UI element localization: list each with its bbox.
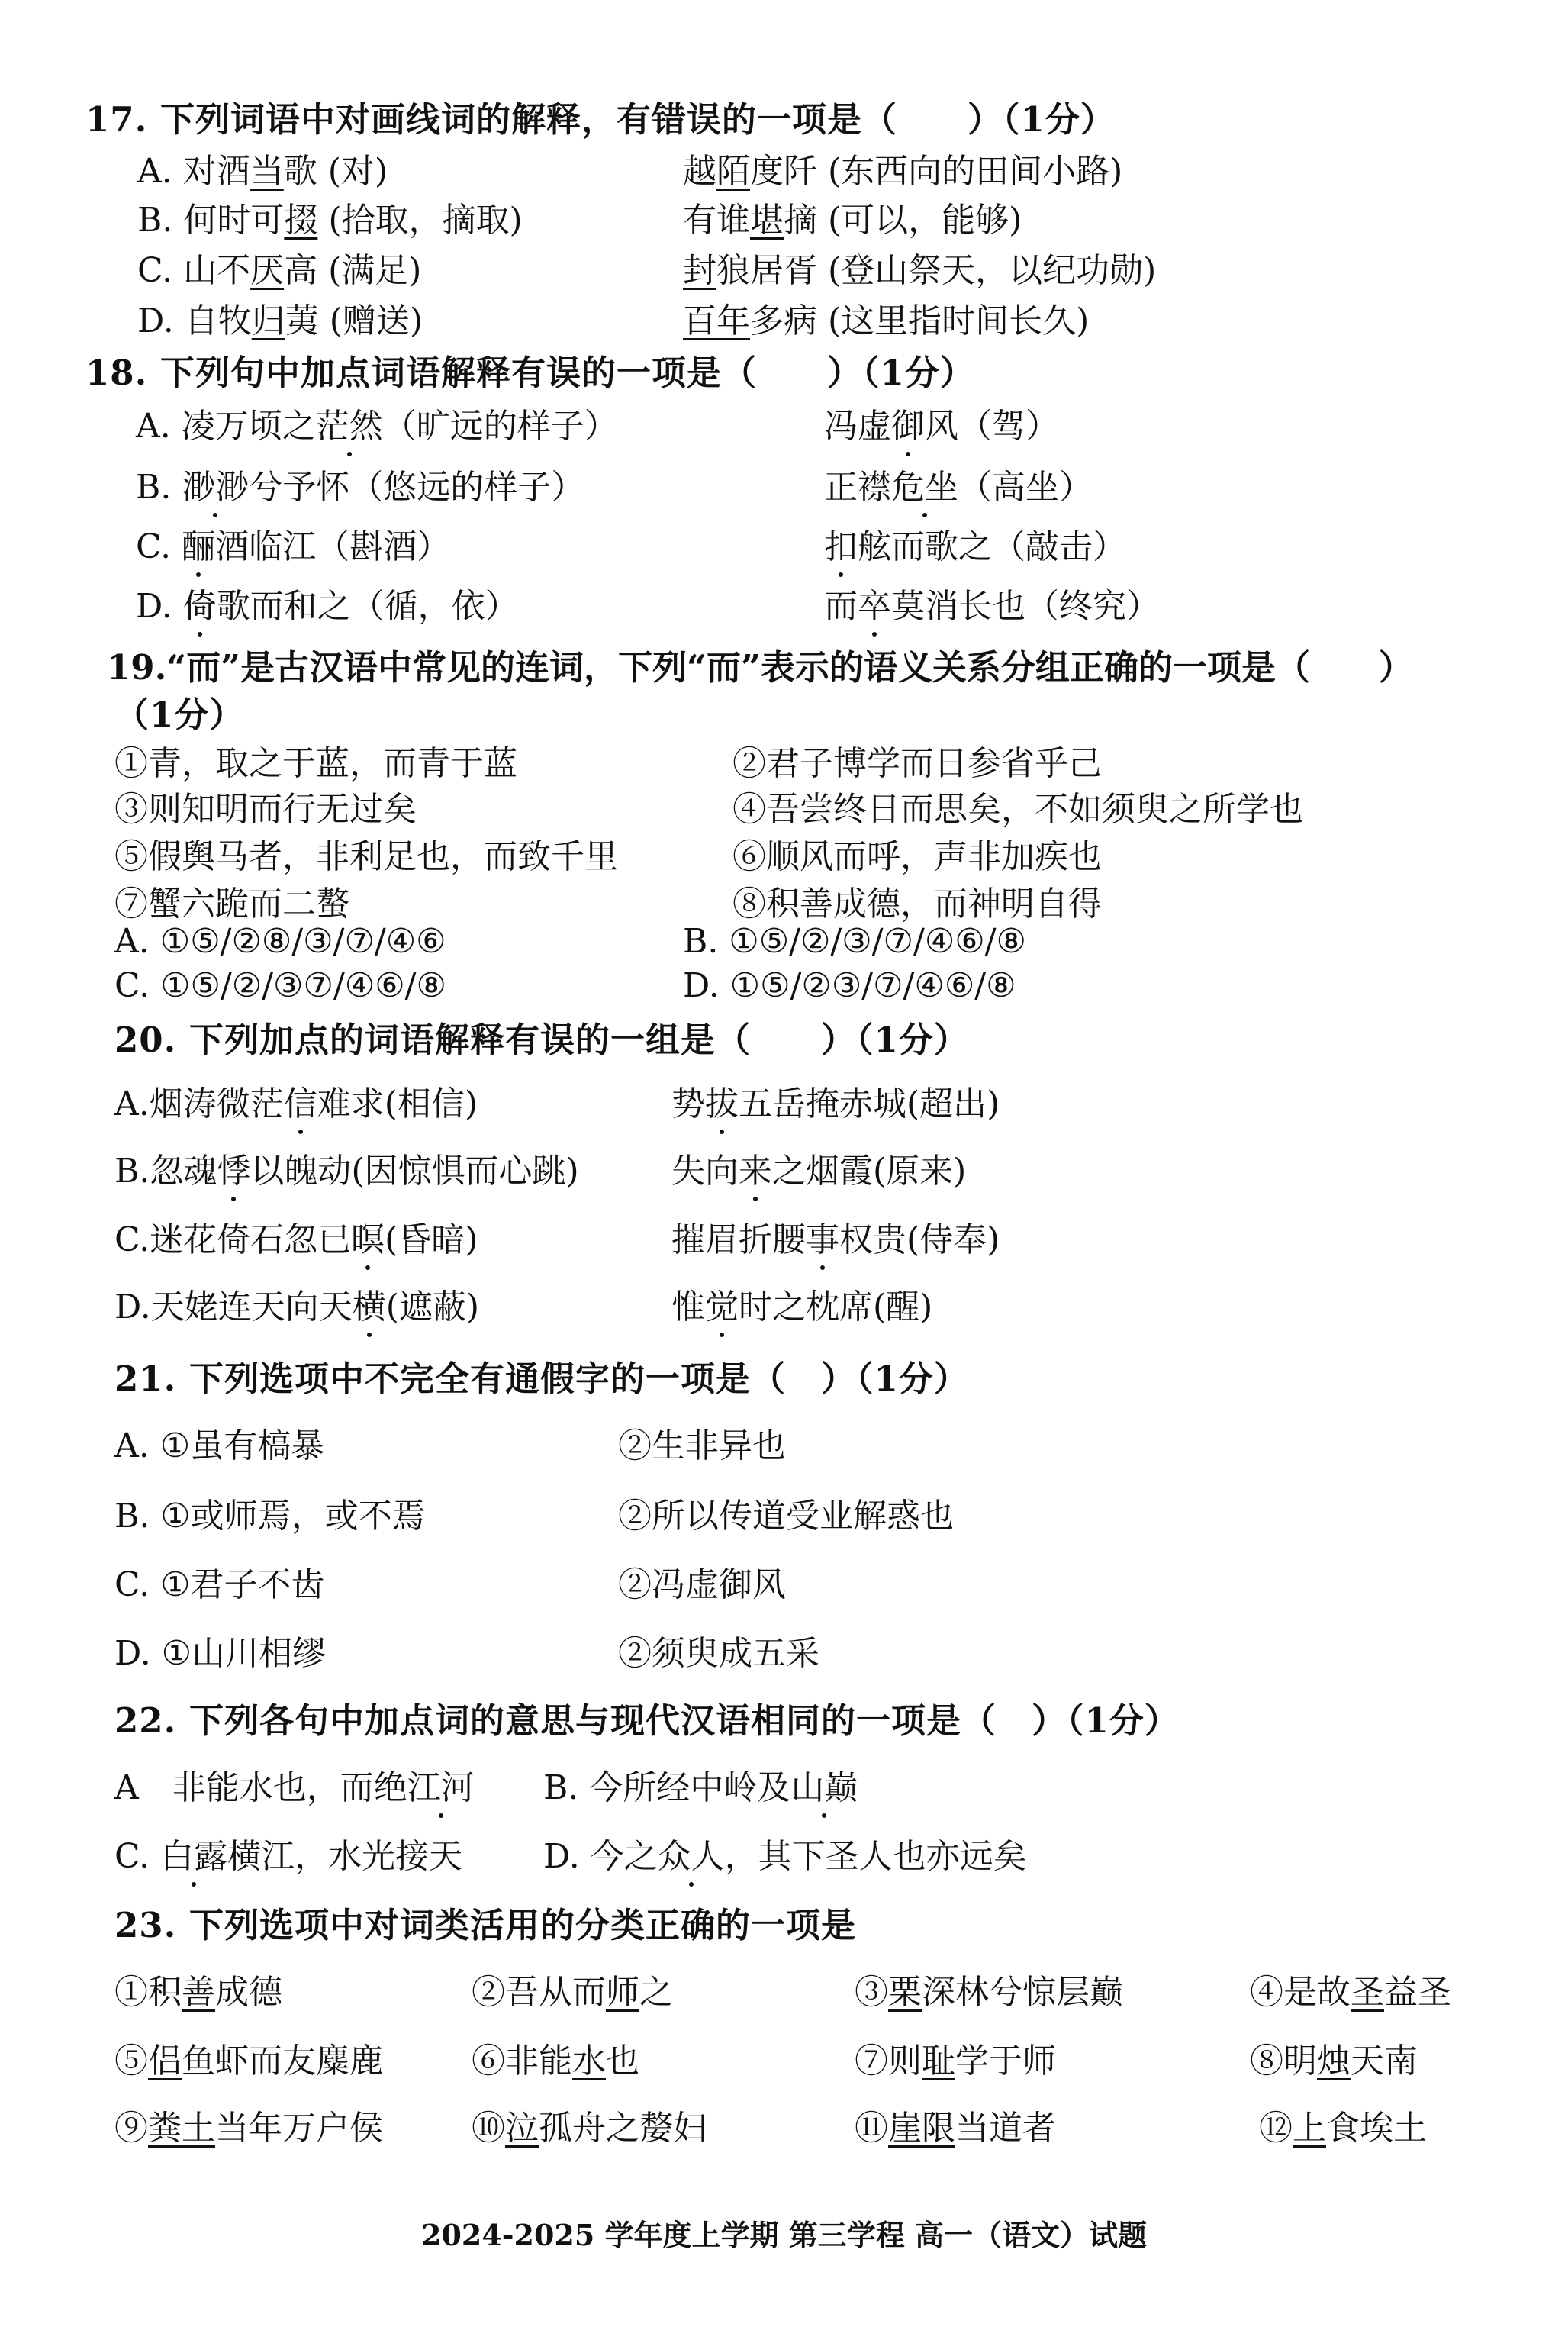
q23-item-4: ④是故圣益圣 [1250, 1973, 1451, 2012]
q23-item-12: ⑫上食埃土 [1259, 2109, 1427, 2148]
q17-option-b-left: B. 何时可掇 (拾取，摘取) [137, 201, 523, 240]
q20-option-c-right: 摧眉折腰事权贵(侍奉) [671, 1220, 1000, 1259]
q21-option-c-1: C. ①君子不齿 [114, 1565, 325, 1604]
underlined-word: 陌 [716, 152, 750, 191]
dotted-word: 觉 [705, 1288, 739, 1326]
q19-item-6: ⑥顺风而呼，声非加疾也 [732, 837, 1102, 876]
underlined-word: 堪 [750, 201, 784, 240]
q21-option-b-1: B. ①或师焉，或不焉 [114, 1497, 426, 1536]
q21-option-d-1: D. ①山川相缪 [114, 1634, 327, 1673]
q17-option-c-left: C. 山不厌高 (满足) [137, 251, 422, 290]
dotted-word: 横 [352, 1288, 386, 1326]
dotted-word: 暝 [351, 1220, 385, 1259]
underlined-word: 水 [572, 2042, 606, 2080]
q23-item-2: ②吾从而师之 [472, 1973, 673, 2012]
q23-item-6: ⑥非能水也 [472, 2042, 639, 2080]
q18-option-b-left: B. 渺渺兮予怀（悠远的样子） [136, 468, 585, 507]
question-21-title: 21. 下列选项中不完全有通假字的一项是（ ）（1分） [114, 1358, 969, 1399]
underlined-word: 圣 [1351, 1973, 1384, 2012]
dotted-word: 江河 [407, 1768, 475, 1807]
q22-option-a: A 非能水也，而绝江河 [114, 1768, 475, 1807]
q23-item-9: ⑨粪土当年万户侯 [114, 2109, 383, 2148]
q21-option-a-1: A. ①虽有槁暴 [114, 1426, 325, 1465]
q20-option-d-left: D.天姥连天向天横(遮蔽) [114, 1288, 480, 1326]
dotted-word: 御 [891, 407, 925, 446]
question-17-title: 17. 下列词语中对画线词的解释，有错误的一项是（ ）（1分） [85, 99, 1116, 140]
question-20-title: 20. 下列加点的词语解释有误的一组是（ ）（1分） [114, 1020, 969, 1060]
q21-option-d-2: ②须臾成五采 [618, 1634, 819, 1673]
underlined-word: 崖限 [888, 2109, 955, 2148]
q21-option-c-2: ②冯虚御风 [618, 1565, 786, 1604]
q17-option-c-right: 封狼居胥 (登山祭天，以纪功勋) [683, 251, 1157, 290]
dotted-word: 倚 [182, 587, 217, 626]
q23-item-8: ⑧明烛天南 [1250, 2042, 1418, 2080]
dotted-word: 事 [806, 1220, 839, 1259]
underlined-word: 烛 [1317, 2042, 1351, 2080]
question-23-title: 23. 下列选项中对词类活用的分类正确的一项是 [114, 1905, 856, 1945]
question-18-title: 18. 下列句中加点词语解释有误的一项是（ ）（1分） [85, 353, 975, 393]
dotted-word: 山巅 [790, 1768, 858, 1807]
q23-item-5: ⑤侣鱼虾而友麋鹿 [114, 2042, 383, 2080]
q18-option-c-right: 扣舷而歌之（敲击） [824, 527, 1126, 566]
q18-option-a-right: 冯虚御风（驾） [824, 407, 1059, 446]
dotted-word: 众人 [657, 1837, 725, 1876]
q19-choice-b: B. ①⑤/②/③/⑦/④⑥/⑧ [683, 922, 1026, 961]
q23-item-3: ③栗深林兮惊层巅 [855, 1973, 1123, 2012]
underlined-word: 师 [606, 1973, 639, 2012]
underlined-word: 侣 [148, 2042, 182, 2080]
q21-option-a-2: ②生非异也 [618, 1426, 786, 1465]
dotted-word: 白露 [160, 1837, 228, 1876]
q18-option-d-left: D. 倚歌而和之（循，依） [136, 587, 519, 626]
dotted-word: 扣 [824, 527, 858, 566]
q17-option-d-right: 百年多病 (这里指时间长久) [683, 301, 1090, 340]
dotted-word: 卒 [858, 587, 891, 626]
q22-option-c: C. 白露横江，水光接天 [114, 1837, 463, 1876]
underlined-word: 厌 [250, 251, 285, 290]
q18-option-b-right: 正襟危坐（高坐） [824, 468, 1093, 507]
q20-option-b-left: B.忽魂悸以魄动(因惊惧而心跳) [114, 1152, 579, 1191]
q17-option-a-left: A. 对酒当歌 (对) [137, 152, 388, 191]
question-19-score: （1分） [114, 695, 245, 735]
dotted-word: 渺渺 [182, 468, 250, 507]
dotted-word: 危坐 [891, 468, 958, 507]
q19-item-5: ⑤假舆马者，非利足也，而致千里 [114, 837, 618, 876]
q19-item-7: ⑦蟹六跪而二螯 [114, 885, 349, 923]
q20-option-b-right: 失向来之烟霞(原来) [671, 1152, 967, 1191]
q19-choice-c: C. ①⑤/②/③⑦/④⑥/⑧ [114, 966, 446, 1005]
underlined-word: 当 [250, 152, 284, 191]
underlined-word: 百年 [683, 301, 750, 340]
dotted-word: 信 [283, 1084, 317, 1123]
q20-option-d-right: 惟觉时之枕席(醒) [671, 1288, 933, 1326]
underlined-word: 封 [683, 251, 716, 290]
q19-item-2: ②君子博学而日参省乎己 [732, 744, 1102, 783]
q22-option-d: D. 今之众人，其下圣人也亦远矣 [543, 1837, 1027, 1876]
question-22-title: 22. 下列各句中加点词的意思与现代汉语相同的一项是（ ）（1分） [114, 1700, 1180, 1741]
dotted-word: 悸 [217, 1152, 251, 1191]
q19-choice-d: D. ①⑤/②③/⑦/④⑥/⑧ [683, 966, 1016, 1005]
underlined-word: 掇 [284, 201, 318, 240]
dotted-word: 拔 [705, 1084, 739, 1123]
q23-item-1: ①积善成德 [114, 1973, 282, 2012]
underlined-word: 归 [251, 301, 285, 340]
q19-item-4: ④吾尝终日而思矣，不如须臾之所学也 [732, 790, 1303, 829]
underlined-word: 粪土 [148, 2109, 215, 2148]
page-footer: 2024-2025 学年度上学期 第三学程 高一（语文）试题 [421, 2218, 1147, 2252]
q20-option-c-left: C.迷花倚石忽已暝(昏暗) [114, 1220, 478, 1259]
underlined-word: 善 [182, 1973, 215, 2012]
underlined-word: 栗 [888, 1973, 922, 2012]
q23-item-7: ⑦则耻学于师 [855, 2042, 1056, 2080]
dotted-word: 来 [739, 1152, 772, 1191]
q19-choice-a: A. ①⑤/②⑧/③/⑦/④⑥ [114, 922, 446, 961]
q17-option-d-left: D. 自牧归荑 (赠送) [137, 301, 423, 340]
q21-option-b-2: ②所以传道受业解惑也 [618, 1497, 954, 1536]
q20-option-a-right: 势拔五岳掩赤城(超出) [671, 1084, 1000, 1123]
q23-item-11: ⑪崖限当道者 [855, 2109, 1056, 2148]
dotted-word: 茫然 [315, 407, 383, 446]
q18-option-a-left: A. 凌万顷之茫然（旷远的样子） [136, 407, 618, 446]
q20-option-a-left: A.烟涛微茫信难求(相信) [114, 1084, 478, 1123]
q23-item-10: ⑩泣孤舟之嫠妇 [472, 2109, 707, 2148]
q17-option-b-right: 有谁堪摘 (可以，能够) [683, 201, 1022, 240]
question-19-title: 19.“而”是古汉语中常见的连词，下列“而”表示的语义关系分组正确的一项是（ ） [107, 647, 1413, 688]
underlined-word: 上 [1293, 2109, 1326, 2148]
dotted-word: 酾 [182, 527, 216, 566]
underlined-word: 耻 [922, 2042, 955, 2080]
q22-option-b: B. 今所经中岭及山巅 [543, 1768, 858, 1807]
q18-option-c-left: C. 酾酒临江（斟酒） [136, 527, 451, 566]
q19-item-1: ①青，取之于蓝，而青于蓝 [114, 744, 517, 783]
q18-option-d-right: 而卒莫消长也（终究） [824, 587, 1160, 626]
q19-item-3: ③则知明而行无过矣 [114, 790, 417, 829]
q17-option-a-right: 越陌度阡 (东西向的田间小路) [683, 152, 1123, 191]
q19-item-8: ⑧积善成德，而神明自得 [732, 885, 1102, 923]
underlined-word: 泣 [505, 2109, 539, 2148]
